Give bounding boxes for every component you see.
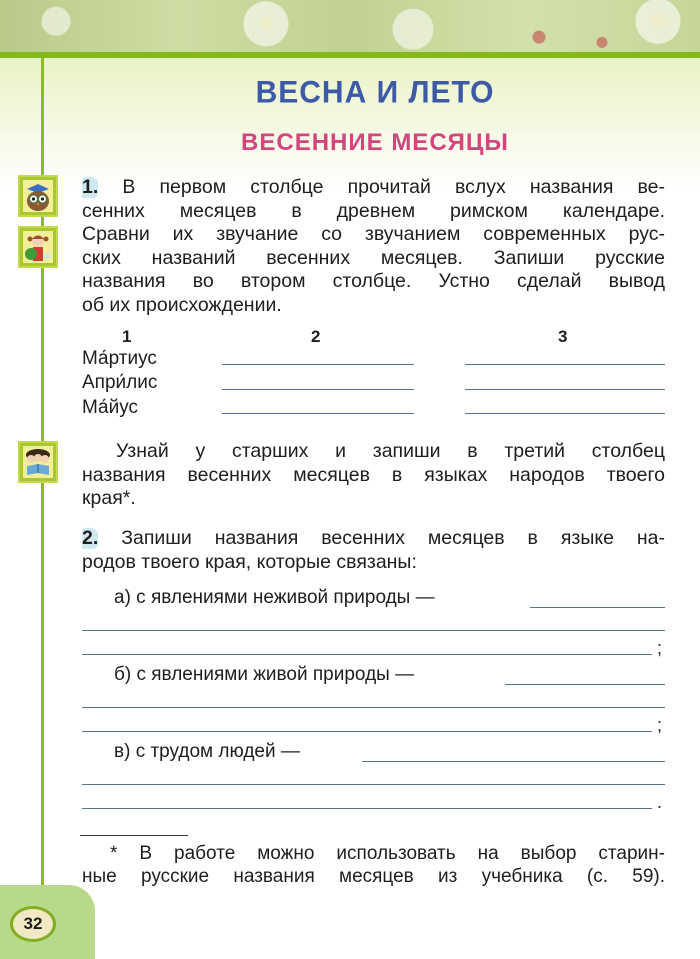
item-b-end-punct: ; [657,715,663,735]
task-1-extra-text [82,440,665,511]
answer-line-col3-row1[interactable] [465,364,665,365]
task-1-extra-line: Узнай у старших и запиши в третий столбец [116,440,665,462]
answer-line-c-1[interactable] [362,761,665,762]
task-2-item-b-label: б) с явлениями живой природы — [114,664,415,685]
task-2-line: родов твоего края, которые связаны: [82,550,417,573]
answer-line-col2-row3[interactable] [222,413,414,414]
answer-line-col2-row1[interactable] [222,364,414,365]
floral-banner [0,0,700,53]
task-1-line: Сравни их звучание со звучанием современных рус- [82,223,665,246]
answer-line-a-3[interactable] [82,654,652,655]
page-title: ВЕСНА И ЛЕТО [255,75,495,110]
answer-line-a-2[interactable] [82,630,665,631]
footnote-rule [80,835,188,836]
task-1-extra-line: названия весенних месяцев в языках народов твоего [82,463,665,486]
item-c-end-punct: . [657,792,663,812]
answer-line-a-1[interactable] [530,607,665,608]
task-2-item-a-label: а) с явлениями неживой природы — [114,587,435,608]
footnote [82,842,665,888]
task-1-extra-line: края*. [82,487,136,510]
answer-line-col3-row2[interactable] [465,389,665,390]
girl-with-globe-icon [18,226,58,268]
task-2-text [82,527,665,574]
task-1-line: об их происхождении. [82,293,282,316]
answer-line-b-1[interactable] [505,684,665,685]
task-2-line: Запиши названия весенних месяцев в языке на- [98,527,665,549]
latin-month: Ма́йус [82,397,139,418]
answer-line-col3-row3[interactable] [465,413,665,414]
answer-line-col2-row2[interactable] [222,389,414,390]
column-header-2: 2 [311,327,321,346]
answer-line-c-3[interactable] [82,808,652,809]
page-number-badge: 32 [10,906,56,942]
footnote-line: ные русские названия месяцев из учебника (с. 59). [82,866,665,887]
latin-month: Апри́лис [82,372,158,393]
task-1-text [82,176,665,318]
item-a-end-punct: ; [657,638,663,658]
task-2-item-c-label: в) с трудом людей — [114,741,300,762]
column-header-3: 3 [558,327,568,346]
column-header-1: 1 [122,327,132,346]
page-subtitle: ВЕСЕННИЕ МЕСЯЦЫ [241,129,509,156]
answer-line-b-3[interactable] [82,731,652,732]
answer-line-b-2[interactable] [82,707,665,708]
task-2-number: 2. [82,527,99,549]
latin-month: Ма́ртиус [82,348,157,369]
kids-reading-icon [18,441,58,483]
task-1-line: сенних месяцев в древнем римском календаре. [82,199,665,222]
owl-scholar-icon [18,175,58,217]
task-1-line: названия во втором столбце. Устно сделай вывод [82,270,665,293]
task-1-line: ских названий весенних месяцев. Запиши русские [82,246,665,269]
task-1-number: 1. [82,176,99,198]
task-1-line: В первом столбце прочитай вслух названия ве- [98,176,665,198]
answer-line-c-2[interactable] [82,784,665,785]
footnote-line: * В работе можно использовать на выбор старин- [110,843,665,864]
